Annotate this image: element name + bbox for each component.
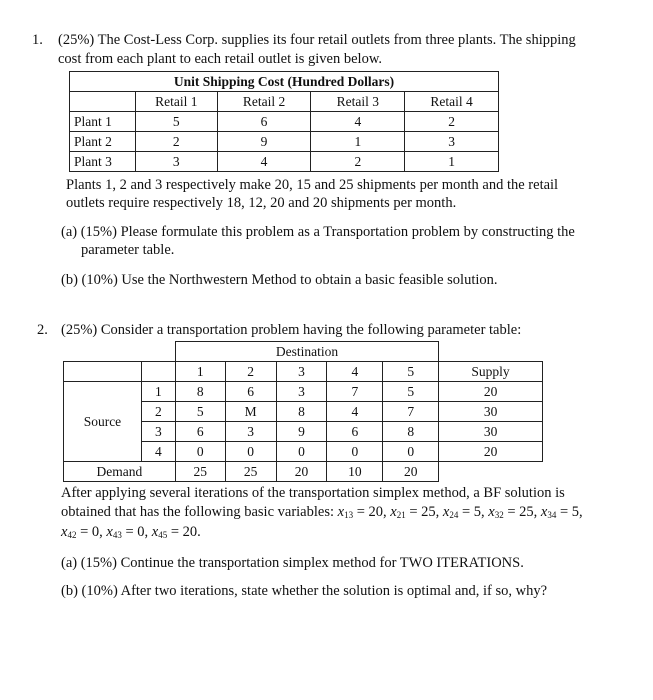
row-label: 1	[141, 382, 175, 402]
row-label: 3	[141, 422, 175, 442]
table-cell: 3	[225, 422, 276, 442]
blank-cell	[439, 342, 543, 362]
table-cell: 0	[327, 442, 383, 462]
basic-var-sub: 21	[396, 510, 406, 520]
table-cell: 3	[135, 152, 217, 172]
basic-var-sub: 45	[158, 530, 168, 540]
column-header: 3	[276, 362, 327, 382]
table-cell: 3	[276, 382, 327, 402]
q1-number: 1.	[32, 32, 43, 48]
parameter-table	[63, 341, 543, 482]
row-label: 2	[141, 402, 175, 422]
table-cell: 5	[383, 382, 439, 402]
basic-var-val: = 5,	[458, 504, 489, 520]
blank-cell	[64, 342, 142, 362]
demand-cell: 20	[383, 462, 439, 482]
table-cell: 0	[225, 442, 276, 462]
table-cell: 5	[135, 112, 217, 132]
blank-cell	[64, 362, 142, 382]
basic-var: x	[151, 524, 159, 540]
basic-var-sub: 34	[547, 510, 557, 520]
table-row	[70, 112, 499, 132]
shipping-cost-table	[69, 71, 499, 172]
supply-header: Supply	[439, 362, 543, 382]
table-row	[64, 382, 543, 402]
demand-label: Demand	[64, 462, 176, 482]
demand-cell: 25	[225, 462, 276, 482]
q2-intro: (25%) Consider a transportation problem having the following parameter table:	[61, 322, 522, 338]
demand-cell: 20	[276, 462, 327, 482]
basic-var-sub: 24	[449, 510, 459, 520]
basic-var: x	[337, 504, 345, 520]
table-cell: 2	[405, 112, 499, 132]
basic-var: x	[390, 504, 397, 520]
supply-cell: 30	[439, 402, 543, 422]
basic-var: x	[442, 504, 450, 520]
supply-cell: 20	[439, 382, 543, 402]
q2-part-b: (b) (10%) After two iterations, state whether the solution is optimal and, if so, why?	[61, 583, 548, 599]
basic-var: x	[488, 504, 495, 520]
supply-cell: 20	[439, 442, 543, 462]
column-header: Retail 4	[405, 92, 499, 112]
table-cell: M	[225, 402, 276, 422]
table-cell: 2	[135, 132, 217, 152]
table-cell: 6	[217, 112, 311, 132]
column-header: 1	[175, 362, 225, 382]
table-cell: 6	[175, 422, 225, 442]
table-cell: 0	[276, 442, 327, 462]
table-cell: 0	[383, 442, 439, 462]
demand-cell: 10	[327, 462, 383, 482]
table-cell: 6	[327, 422, 383, 442]
table-row	[70, 152, 499, 172]
column-header: Retail 1	[135, 92, 217, 112]
table-cell: 2	[311, 152, 405, 172]
demand-row	[64, 462, 543, 482]
q2-text-line1: After applying several iterations of the transportation simplex method, a BF solution is	[61, 485, 565, 501]
basic-var-val: = 0,	[121, 524, 152, 540]
row-label: Plant 2	[70, 132, 136, 152]
basic-var-val: = 5,	[556, 504, 583, 520]
column-header: Retail 3	[311, 92, 405, 112]
table-cell: 7	[327, 382, 383, 402]
table-cell: 5	[175, 402, 225, 422]
row-label: Plant 3	[70, 152, 136, 172]
column-header: 4	[327, 362, 383, 382]
table-cell: 6	[225, 382, 276, 402]
table-cell: 9	[217, 132, 311, 152]
table-cell: 9	[276, 422, 327, 442]
destination-header: Destination	[175, 342, 438, 362]
table-cell: 8	[175, 382, 225, 402]
basic-variables-line3	[61, 524, 201, 541]
basic-var: x	[106, 524, 113, 540]
supply-cell: 30	[439, 422, 543, 442]
q1-text-line2: outlets require respectively 18, 12, 20 and 20 shipments per month.	[66, 195, 457, 211]
q2-part-a: (a) (15%) Continue the transportation simplex method for TWO ITERATIONS.	[61, 555, 524, 571]
basic-var-sub: 32	[494, 510, 504, 520]
basic-var-val: = 0,	[76, 524, 107, 540]
source-label: Source	[64, 382, 142, 462]
blank-cell	[141, 362, 175, 382]
row-label: 4	[141, 442, 175, 462]
basic-variables-line2	[338, 504, 583, 520]
basic-var-val: = 25,	[405, 504, 443, 520]
corner-cell	[70, 92, 136, 112]
q1-intro-line2: cost from each plant to each retail outlet is given below.	[58, 51, 382, 67]
q1-text-line1: Plants 1, 2 and 3 respectively make 20, 15 and 25 shipments per month and the retail	[66, 177, 559, 193]
column-header: Retail 2	[217, 92, 311, 112]
table-cell: 7	[383, 402, 439, 422]
column-header: 5	[383, 362, 439, 382]
table-cell: 1	[311, 132, 405, 152]
q1-part-b: (b) (10%) Use the Northwestern Method to obtain a basic feasible solution.	[61, 272, 498, 288]
q1-intro-line1: (25%) The Cost-Less Corp. supplies its four retail outlets from three plants. The shipping	[58, 32, 576, 48]
basic-var: x	[540, 504, 548, 520]
basic-var-sub: 13	[344, 510, 354, 520]
basic-var-val: = 25,	[503, 504, 541, 520]
row-label: Plant 1	[70, 112, 136, 132]
table-cell: 4	[217, 152, 311, 172]
q1-part-a-line2: parameter table.	[81, 242, 175, 258]
basic-var-sub: 43	[112, 530, 122, 540]
table-cell: 1	[405, 152, 499, 172]
q1-part-a-line1: (a) (15%) Please formulate this problem as a Transportation problem by constructing the	[61, 224, 575, 240]
demand-cell: 25	[175, 462, 225, 482]
table-cell: 0	[175, 442, 225, 462]
basic-var-val: = 20,	[353, 504, 391, 520]
basic-var-val: = 20.	[167, 524, 201, 540]
basic-var-sub: 42	[67, 530, 77, 540]
blank-cell	[141, 342, 175, 362]
table-row	[70, 132, 499, 152]
shipping-cost-table-title: Unit Shipping Cost (Hundred Dollars)	[70, 72, 499, 92]
table-cell: 8	[276, 402, 327, 422]
q2-text-line2-prefix: obtained that has the following basic variables:	[61, 504, 335, 520]
table-cell: 8	[383, 422, 439, 442]
blank-cell	[439, 462, 543, 482]
table-cell: 4	[327, 402, 383, 422]
basic-var: x	[61, 524, 68, 540]
q2-number: 2.	[37, 322, 48, 338]
column-header: 2	[225, 362, 276, 382]
table-cell: 3	[405, 132, 499, 152]
q2-text-line2	[61, 504, 583, 521]
table-cell: 4	[311, 112, 405, 132]
